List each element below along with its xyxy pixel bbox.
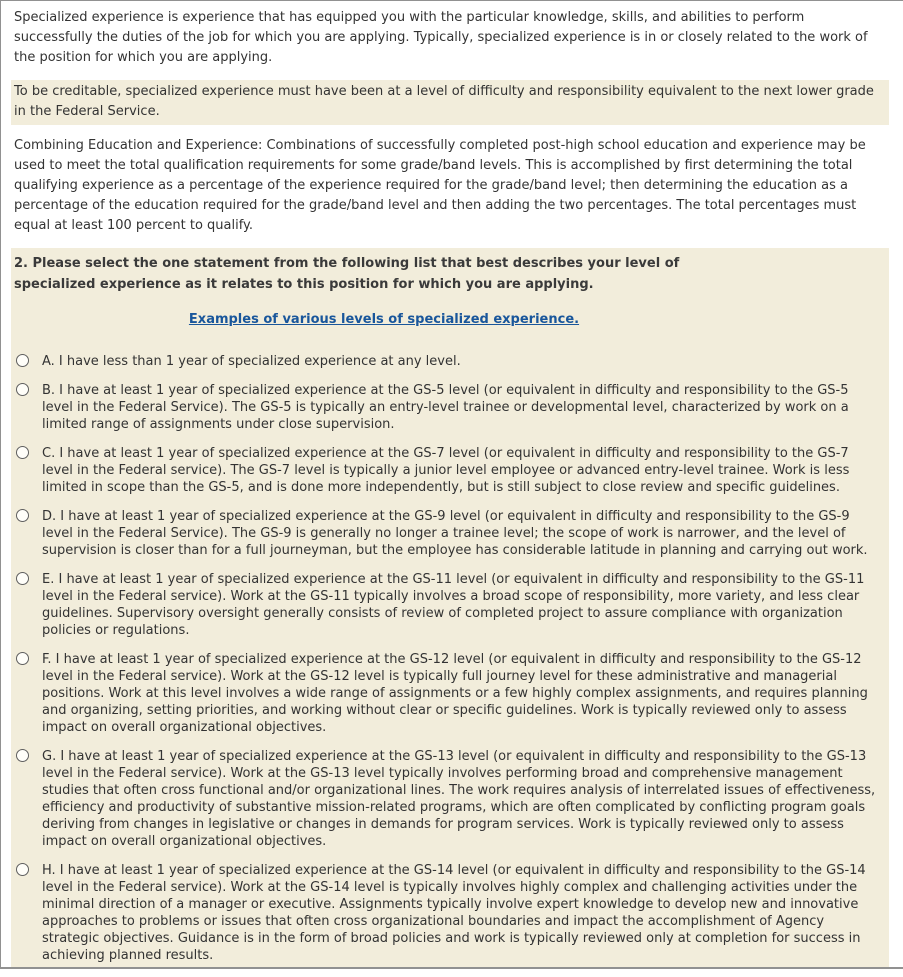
- radio-button-option-a[interactable]: [16, 354, 29, 367]
- option-a: [14, 353, 881, 370]
- radio-button-option-c[interactable]: [16, 446, 29, 459]
- radio-button-option-f[interactable]: [16, 652, 29, 665]
- option-c: [14, 445, 881, 496]
- radio-button-option-b[interactable]: [16, 383, 29, 396]
- answer-options-list: [14, 353, 881, 964]
- question-2-block: [11, 248, 889, 969]
- option-b-label: B. I have at least 1 year of specialized experience at the GS-5 level (or equivalent in difficulty and responsibility to the GS-5 level in the Federal Service). The GS-5 is typically an entry-level trainee or developmental level, characterized by work on a limited range of assignments under close supervision.: [42, 383, 849, 432]
- option-c-label: C. I have at least 1 year of specialized experience at the GS-7 level (or equivalent in difficulty and responsibility to the GS-7 level in the Federal service). The GS-7 level is typically a junior level employee or advanced entry-level trainee. Work is less limited in scope than the GS-5, and is done more independently, but is still subject to close review and specific guidelines.: [42, 446, 850, 495]
- option-f: [14, 651, 881, 736]
- option-d: [14, 508, 881, 559]
- creditable-experience-paragraph: To be creditable, specialized experience must have been at a level of difficulty and responsibility equivalent to the next lower grade in the Federal Service.: [11, 80, 889, 125]
- radio-button-option-d[interactable]: [16, 509, 29, 522]
- radio-button-option-h[interactable]: [16, 863, 29, 876]
- question-2-text: 2. Please select the one statement from the following list that best describes your level of specialized experience as it relates to this position for which you are applying.: [14, 256, 680, 292]
- option-d-label: D. I have at least 1 year of specialized experience at the GS-9 level (or equivalent in difficulty and responsibility to the GS-9 level in the Federal Service). The GS-9 is generally no longer a trainee level; the scope of work is narrower, and the level of supervision is closer than for a full journeyman, but the employee has considerable latitude in planning and carrying out work.: [42, 509, 868, 558]
- examples-link-row: [14, 308, 754, 327]
- option-f-label: F. I have at least 1 year of specialized experience at the GS-12 level (or equivalent in difficulty and responsibility to the GS-12 level in the Federal service). Work at the GS-12 level is typically full journey level for these administrative and managerial positions. Work at this level involves a wide range of assignments or a few highly complex assignments, and requires planning and organizing, setting priorities, and working without clear or specific guidelines. Work is typically reviewed only to assess impact on overall organizational objectives.: [42, 652, 868, 735]
- option-h-label: H. I have at least 1 year of specialized experience at the GS-14 level (or equivalent in difficulty and responsibility to the GS-14 level in the Federal service). Work at the GS-14 level is typically involves highly complex and challenging activities under the minimal direction of a manager or executive. Assignments typically involve expert knowledge to develop new and innovative approaches to problems or issues that often cross organizational boundaries and impact the accomplishment of Agency strategic objectives. Guidance is in the form of broad policies and work is typically reviewed only at completion for success in achieving planned results.: [42, 863, 866, 963]
- option-b: [14, 382, 881, 433]
- option-h: [14, 862, 881, 964]
- option-g: [14, 748, 881, 850]
- examples-of-experience-link[interactable]: Examples of various levels of specialized experience.: [188, 312, 580, 327]
- questionnaire-content: [1, 1, 903, 969]
- option-g-label: G. I have at least 1 year of specialized experience at the GS-13 level (or equivalent in difficulty and responsibility to the GS-13 level in the Federal service). Work at the GS-13 level typically involves performing broad and comprehensive management studies that often cross functional and/or organizational lines. The work requires analysis of interrelated issues of effectiveness, efficiency and productivity of substantive mission-related programs, which are often complicated by conflicting program goals deriving from changes in legislative or changes in demands for program services. Work is typically reviewed only to assess impact on overall organizational objectives.: [42, 749, 876, 849]
- option-e-label: E. I have at least 1 year of specialized experience at the GS-11 level (or equivalent in difficulty and responsibility to the GS-11 level in the Federal service). Work at the GS-11 typically involves a broad scope of responsibility, more variety, and less clear guidelines. Supervisory oversight generally consists of review of completed project to assure compliance with organization policies or regulations.: [42, 572, 865, 638]
- specialized-experience-intro-paragraph: Specialized experience is experience that has equipped you with the particular knowledge, skills, and abilities to perform successfully the duties of the job for which you are applying. Typically, specialized experience is in or closely related to the work of the position for which you are applying.: [14, 10, 868, 65]
- combining-education-experience-paragraph: Combining Education and Experience: Combinations of successfully completed post-high school education and experience may be used to meet the total qualification requirements for some grade/band levels. This is accomplished by first determining the total qualifying experience as a percentage of the experience required for the grade/band level; then determining the education as a percentage of the education required for the grade/band level and then adding the two percentages. The total percentages must equal at least 100 percent to qualify.: [14, 138, 866, 233]
- radio-button-option-e[interactable]: [16, 572, 29, 585]
- radio-button-option-g[interactable]: [16, 749, 29, 762]
- option-a-label: A. I have less than 1 year of specialized experience at any level.: [42, 354, 461, 369]
- option-e: [14, 571, 881, 639]
